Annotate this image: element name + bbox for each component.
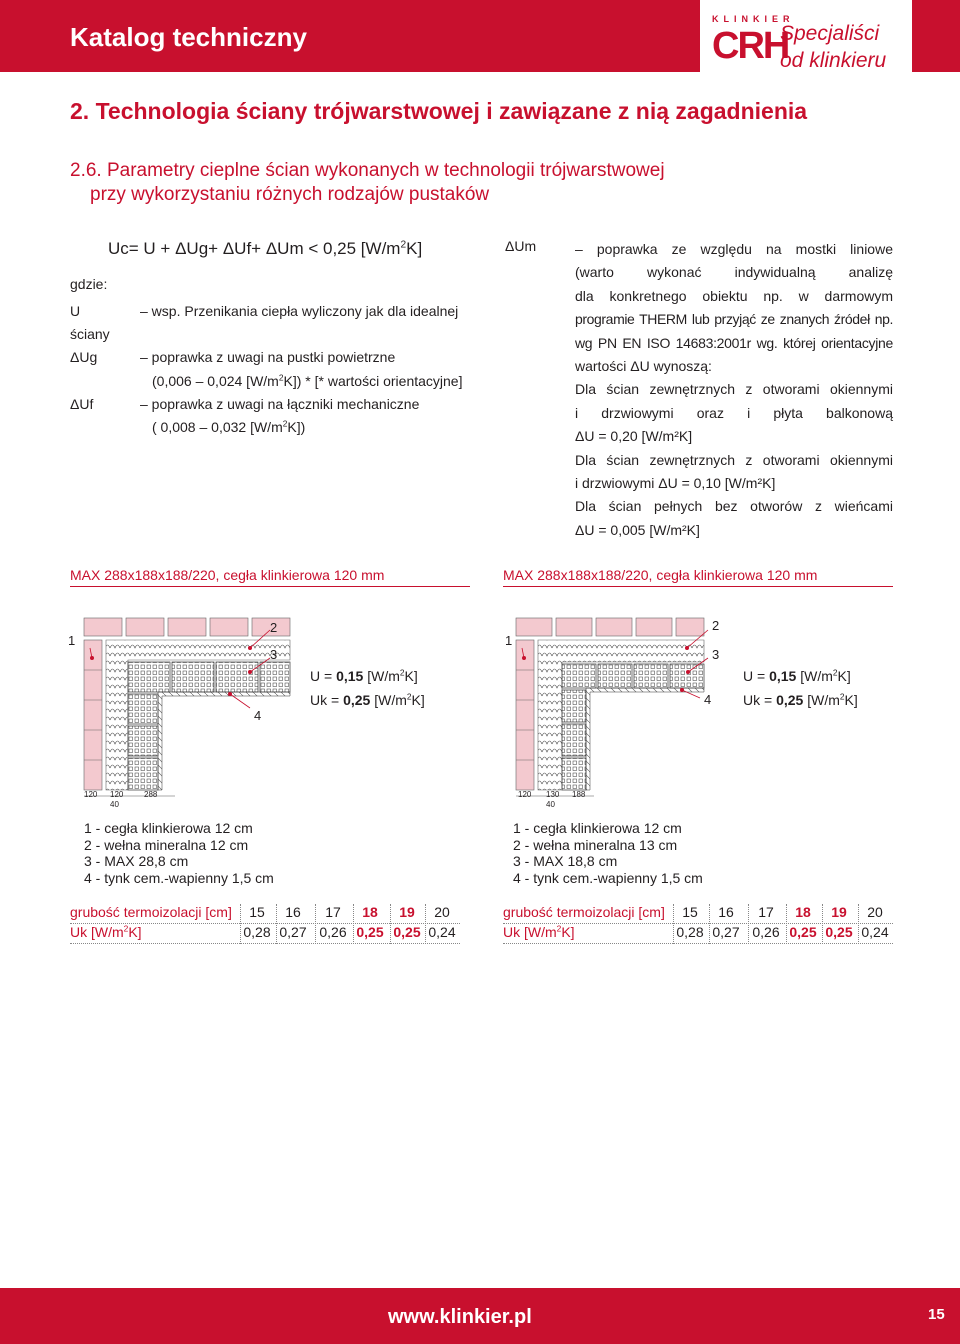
right-legend <box>513 820 703 886</box>
brick <box>126 618 164 636</box>
logo-tagline-1: Specjaliści <box>780 22 880 45</box>
block <box>172 662 214 692</box>
def-u-symbol: U <box>70 303 81 319</box>
block <box>562 724 586 756</box>
brick-column <box>84 640 102 790</box>
block <box>562 664 596 688</box>
right-variant-caption: MAX 288x188x188/220, cegła klinkierowa 120 mm <box>503 567 818 583</box>
def-u-desc: – wsp. Przenikania ciepła wyliczony jak dla idealnej <box>140 303 459 319</box>
table-divider <box>353 904 354 944</box>
uk-number: 0,25 <box>343 692 371 708</box>
table-cell: 0,25 <box>789 924 817 940</box>
uk-row-label-text: Uk [W/m <box>70 924 124 940</box>
uf-range-sup: 2 <box>282 418 288 429</box>
legend-item: 3 - MAX 28,8 cm <box>84 853 189 869</box>
right-uk-table <box>503 904 893 948</box>
marker-2: 2 <box>270 620 278 635</box>
plaster <box>158 692 290 790</box>
right-u-value <box>743 668 851 684</box>
table-cell: 17 <box>758 904 774 920</box>
def-ug-range <box>152 373 462 389</box>
formula <box>108 239 422 259</box>
uk-sup: 2 <box>839 691 845 702</box>
legend-item: 3 - MAX 18,8 cm <box>513 853 618 869</box>
brick <box>210 618 248 636</box>
table-divider <box>748 904 749 944</box>
dim-120b: 120 <box>110 790 124 799</box>
where-label: gdzie: <box>70 276 108 292</box>
brick <box>556 618 592 636</box>
table-cell: 0,26 <box>319 924 347 940</box>
u-label: U = <box>310 668 337 684</box>
left-u-value <box>310 668 418 684</box>
logo-klinkier-text: KLINKIER <box>712 14 795 24</box>
table-divider <box>70 923 460 924</box>
uk-unit: [W/m <box>803 692 840 708</box>
legend-item: 1 - cegła klinkierowa 12 cm <box>84 820 253 836</box>
table-divider <box>858 904 859 944</box>
um-line: Dla ścian zewnętrznych z otworami okiennymi <box>575 451 893 468</box>
u-sup: 2 <box>399 667 405 678</box>
left-uk-table <box>70 904 460 948</box>
block <box>260 662 290 692</box>
table-cell: 0,27 <box>279 924 307 940</box>
block <box>634 664 668 688</box>
dim-288: 288 <box>144 790 158 799</box>
marker-3: 3 <box>270 647 278 662</box>
table-cell: 0,25 <box>825 924 853 940</box>
legend-item: 4 - tynk cem.-wapienny 1,5 cm <box>84 869 274 886</box>
table-divider <box>709 904 710 944</box>
page-number: 15 <box>928 1306 945 1323</box>
um-line: programie THERM lub przyjąć ze znanych źródeł np. <box>575 311 893 328</box>
uk-number: 0,25 <box>776 692 804 708</box>
def-uf-symbol: ΔUf <box>70 396 94 412</box>
um-line: i drzwiowymi ΔU = 0,10 [W/m²K] <box>575 474 776 491</box>
marker-4: 4 <box>704 692 712 707</box>
dim-120: 120 <box>518 790 532 799</box>
table-cell: 18 <box>362 904 378 920</box>
block <box>128 726 158 756</box>
table-divider <box>315 904 316 944</box>
section-title: 2. Technologia ściany trójwarstwowej i zawiązane z nią zagadnienia <box>70 98 808 124</box>
thickness-label: grubość termoizolacji [cm] <box>503 904 665 920</box>
left-legend <box>84 820 274 886</box>
um-line: dla konkretnego obiektu np. w darmowym <box>575 287 893 304</box>
def-u-symbol-2: ściany <box>70 326 110 342</box>
left-variant-caption: MAX 288x188x188/220, cegła klinkierowa 120 mm <box>70 567 385 583</box>
logo-tagline-2: od klinkieru <box>780 49 887 72</box>
uk-row-label-tail: K] <box>128 924 142 940</box>
marker-1: 1 <box>505 633 513 648</box>
table-cell: 20 <box>867 904 883 920</box>
um-line: (warto wykonać indywidualną analizę <box>575 264 893 281</box>
brick <box>676 618 704 636</box>
thickness-label: grubość termoizolacji [cm] <box>70 904 232 920</box>
legend-item: 1 - cegła klinkierowa 12 cm <box>513 820 682 836</box>
table-cell: 15 <box>682 904 698 920</box>
dim-130: 130 <box>546 790 560 799</box>
table-cell: 0,25 <box>393 924 421 940</box>
table-cell: 18 <box>795 904 811 920</box>
block <box>128 662 170 692</box>
legend-item: 2 - wełna mineralna 12 cm <box>84 836 249 853</box>
uk-row-label-text: Uk [W/m <box>503 924 557 940</box>
block <box>216 662 258 692</box>
um-line: wartości ΔU wynoszą: <box>575 357 712 374</box>
def-ug-symbol: ΔUg <box>70 349 98 365</box>
table-cell: 0,26 <box>752 924 780 940</box>
ug-range-text: (0,006 – 0,024 [W/m <box>152 373 279 389</box>
uf-range-text: ( 0,008 – 0,032 [W/m <box>152 419 283 435</box>
table-divider <box>70 943 460 944</box>
right-uk-value <box>743 692 858 708</box>
marker-4: 4 <box>254 708 262 723</box>
u-unit-tail: K] <box>837 668 851 684</box>
um-line: wg PN EN ISO 14683:2001r wg. której orientacyjne <box>575 334 893 351</box>
table-divider <box>240 904 241 944</box>
brick <box>636 618 672 636</box>
right-caption-rule <box>503 586 893 587</box>
left-wall-diagram <box>80 610 310 810</box>
uk-unit: [W/m <box>370 692 407 708</box>
table-cell: 0,28 <box>243 924 271 940</box>
um-line: i drzwiowymi oraz i płyta balkonową <box>575 404 893 421</box>
u-unit: [W/m <box>363 668 400 684</box>
table-cell: 0,28 <box>676 924 704 940</box>
table-cell: 17 <box>325 904 341 920</box>
um-line: Dla ścian zewnętrznych z otworami okiennymi <box>575 381 893 398</box>
table-divider <box>390 904 391 944</box>
um-description <box>575 238 893 542</box>
uk-unit-tail: K] <box>411 692 425 708</box>
u-label: U = <box>743 668 770 684</box>
uk-row-sup: 2 <box>556 923 562 934</box>
uk-row-label <box>503 924 575 940</box>
formula-sup: 2 <box>400 239 407 251</box>
table-divider <box>786 904 787 944</box>
marker-3: 3 <box>712 647 720 662</box>
logo-crh-mark: CRH <box>712 25 789 67</box>
subsection-title-line2: przy wykorzystaniu różnych rodzajów pustaków <box>90 184 490 205</box>
ug-range-sup: 2 <box>278 372 284 383</box>
subsection-title-line1: 2.6. Parametry cieplne ścian wykonanych w technologii trójwarstwowej <box>70 160 665 181</box>
block <box>128 758 158 790</box>
formula-tail: K] <box>406 239 423 258</box>
u-unit: [W/m <box>796 668 833 684</box>
brick-column <box>516 640 534 790</box>
u-number: 0,15 <box>336 668 364 684</box>
um-line: ΔU = 0,20 [W/m²K] <box>575 428 693 445</box>
table-cell: 20 <box>434 904 450 920</box>
table-divider <box>503 943 893 944</box>
u-number: 0,15 <box>769 668 797 684</box>
u-sup: 2 <box>832 667 838 678</box>
right-wall-diagram <box>512 610 712 810</box>
table-cell: 15 <box>249 904 265 920</box>
table-divider <box>822 904 823 944</box>
table-cell: 16 <box>285 904 301 920</box>
uk-unit-tail: K] <box>844 692 858 708</box>
left-uk-value <box>310 692 425 708</box>
um-line: Dla ścian pełnych bez otworów z wieńcami <box>575 498 893 515</box>
uk-row-label-tail: K] <box>561 924 575 940</box>
block <box>562 758 586 790</box>
table-cell: 0,27 <box>712 924 740 940</box>
uk-row-label <box>70 924 142 940</box>
block <box>598 664 632 688</box>
uf-range-tail: K]) <box>287 419 306 435</box>
uk-row-sup: 2 <box>123 923 129 934</box>
table-cell: 16 <box>718 904 734 920</box>
def-uf-range <box>152 419 305 435</box>
table-divider <box>276 904 277 944</box>
legend-item: 2 - wełna mineralna 13 cm <box>513 836 678 853</box>
plaster <box>586 688 704 790</box>
table-divider <box>503 923 893 924</box>
u-unit-tail: K] <box>404 668 418 684</box>
dim-40: 40 <box>546 800 555 809</box>
legend-item: 4 - tynk cem.-wapienny 1,5 cm <box>513 869 703 886</box>
dim-120a: 120 <box>84 790 98 799</box>
dim-40: 40 <box>110 800 119 809</box>
def-uf-desc: – poprawka z uwagi na łączniki mechaniczne <box>140 396 420 412</box>
footer-url-link[interactable]: www.klinkier.pl <box>388 1306 532 1328</box>
marker-1: 1 <box>68 633 76 648</box>
catalog-title: Katalog techniczny <box>70 22 307 52</box>
formula-text: Uc= U + ΔUg+ ΔUf+ ΔUm < 0,25 [W/m <box>108 239 401 258</box>
table-divider <box>673 904 674 944</box>
def-um-symbol: ΔUm <box>505 238 537 254</box>
um-line: ΔU = 0,005 [W/m²K] <box>575 521 700 538</box>
ug-range-tail: K]) * [* wartości orientacyjne] <box>283 373 463 389</box>
table-cell: 19 <box>831 904 847 920</box>
table-cell: 0,24 <box>861 924 889 940</box>
brick <box>84 618 122 636</box>
block <box>670 664 704 688</box>
brick <box>516 618 552 636</box>
table-divider <box>425 904 426 944</box>
table-cell: 19 <box>399 904 415 920</box>
um-line: – poprawka ze względu na mostki liniowe <box>575 241 893 257</box>
brick <box>168 618 206 636</box>
block <box>128 694 158 724</box>
brick <box>596 618 632 636</box>
uk-label: Uk = <box>310 692 344 708</box>
dim-188: 188 <box>572 790 586 799</box>
table-cell: 0,24 <box>428 924 456 940</box>
uk-sup: 2 <box>406 691 412 702</box>
table-cell: 0,25 <box>356 924 384 940</box>
logo-stripe <box>912 0 960 72</box>
marker-2: 2 <box>712 618 720 633</box>
block <box>562 690 586 722</box>
uk-label: Uk = <box>743 692 777 708</box>
left-caption-rule <box>70 586 470 587</box>
def-ug-desc: – poprawka z uwagi na pustki powietrzne <box>140 349 396 365</box>
